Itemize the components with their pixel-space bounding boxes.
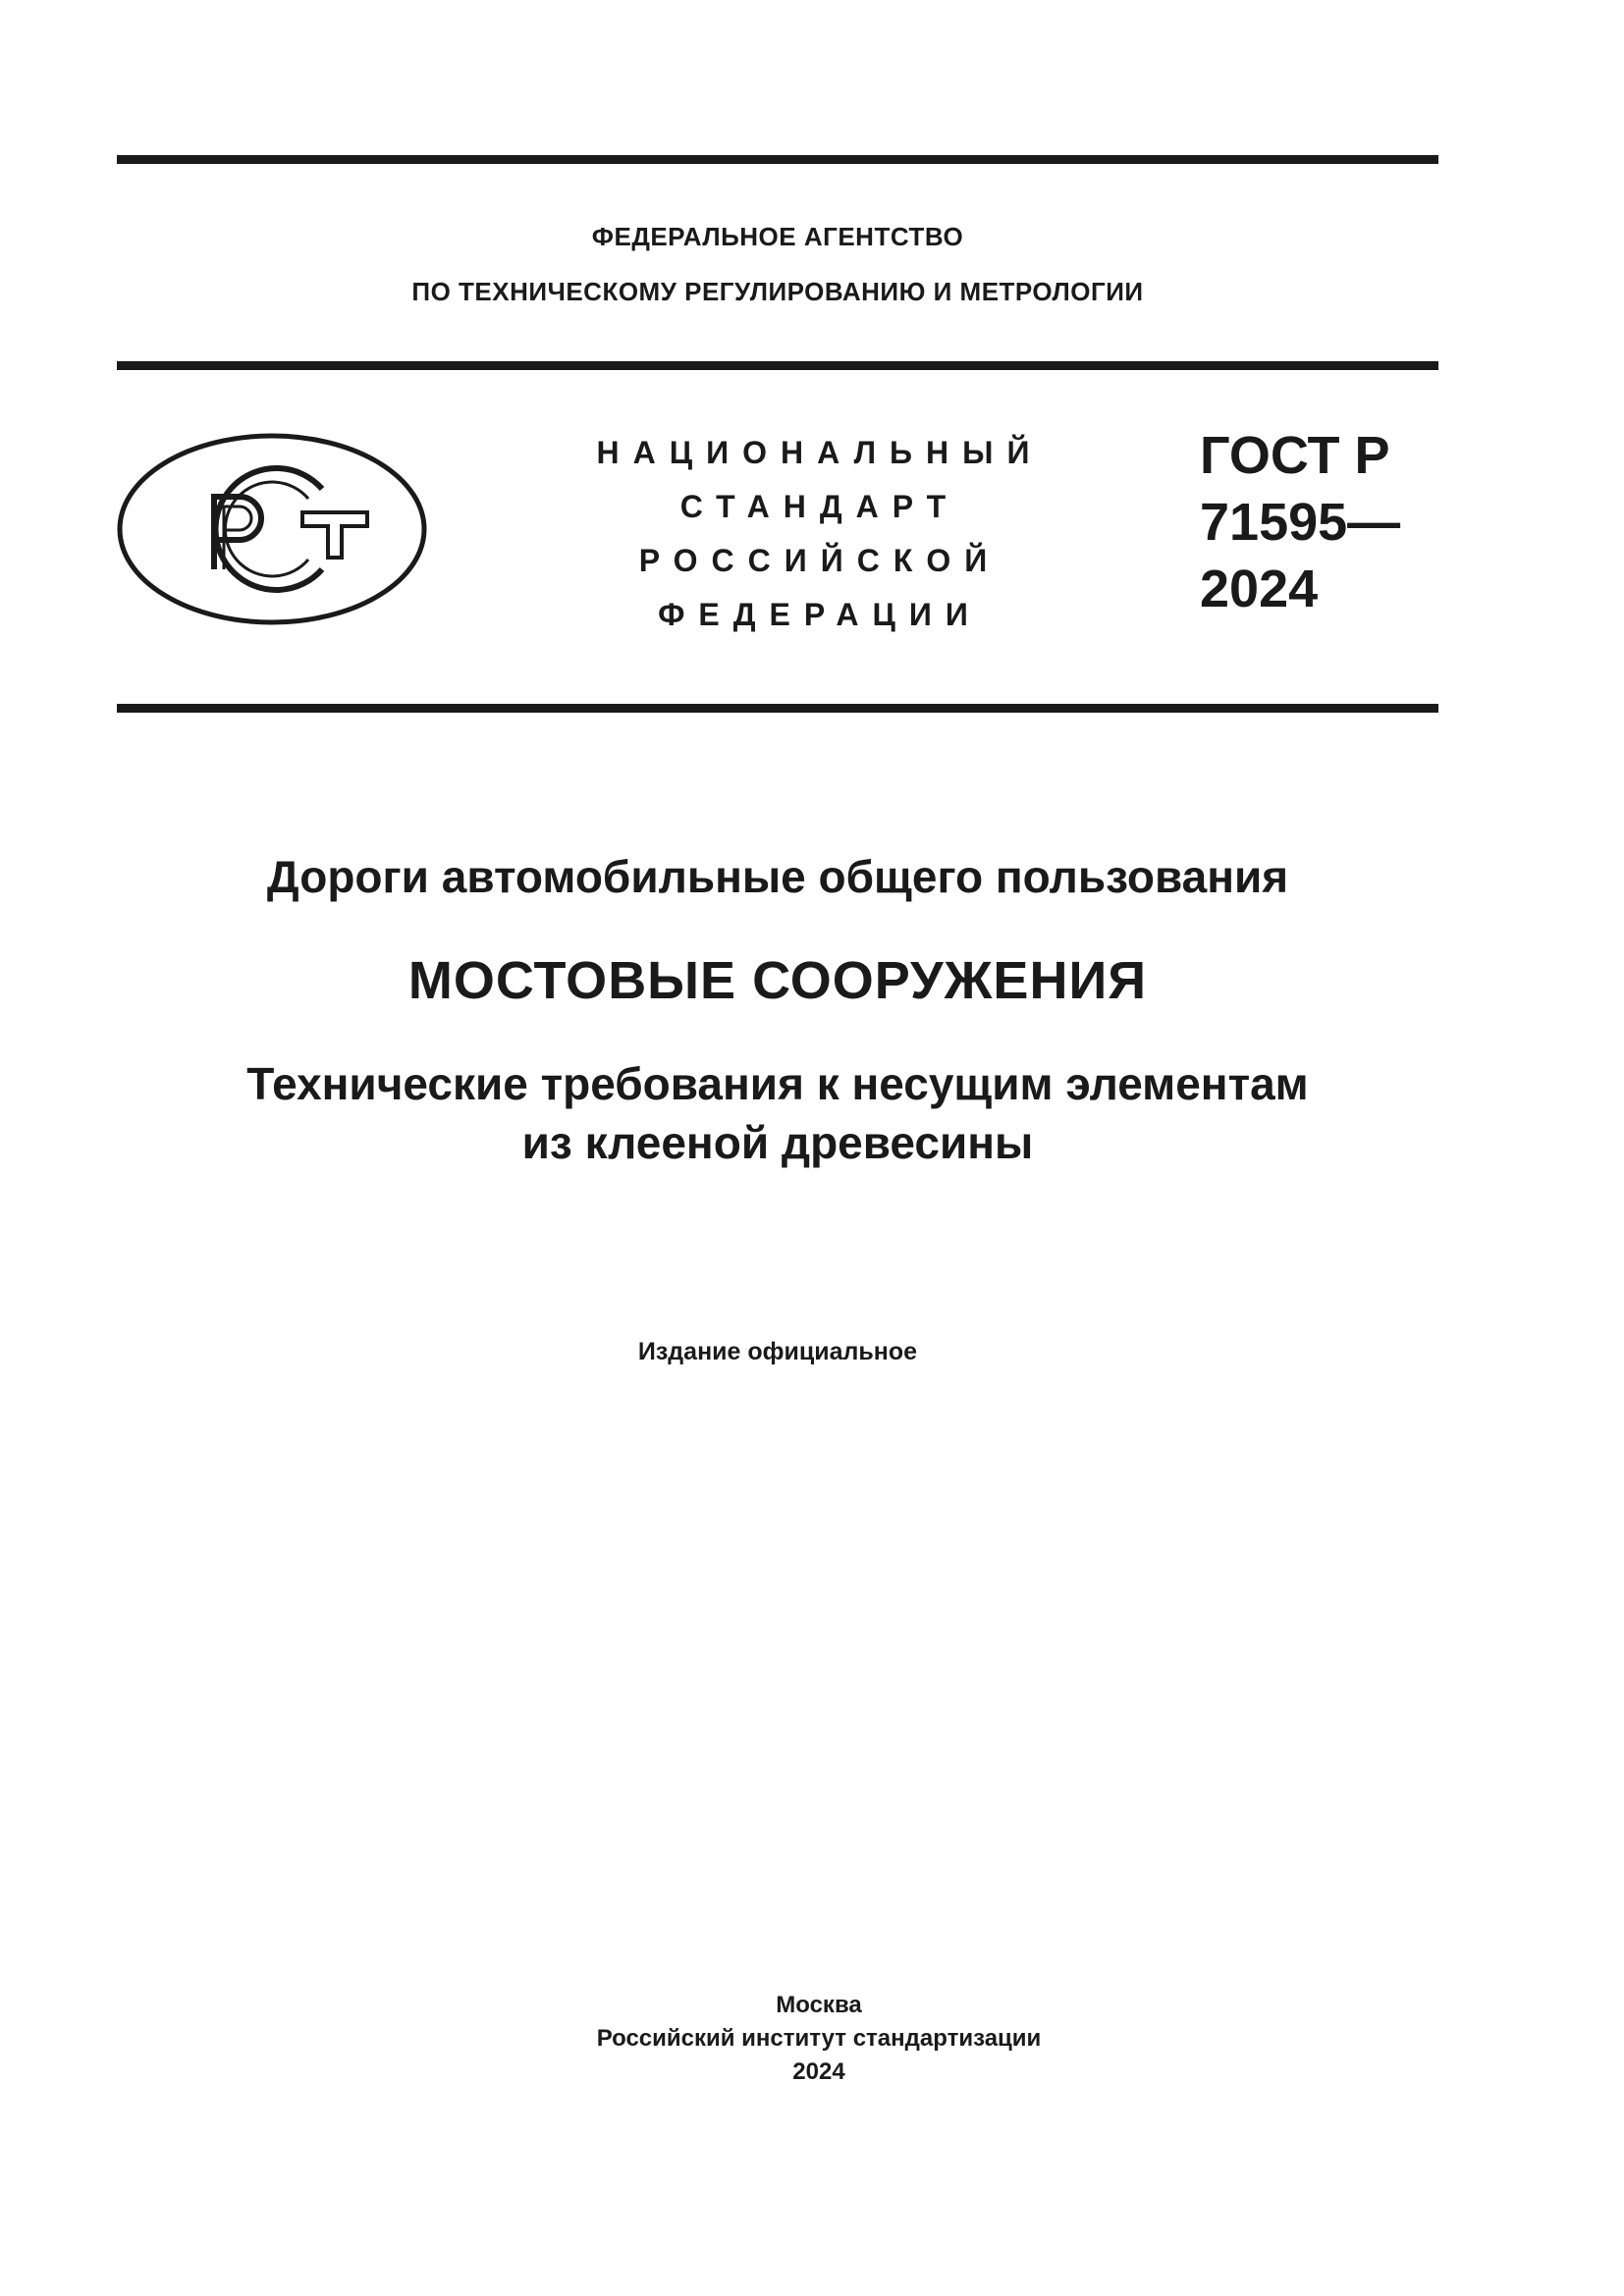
imprint-city: Москва — [776, 1992, 862, 2018]
title-main: МОСТОВЫЕ СООРУЖЕНИЯ — [407, 951, 1148, 1010]
agency-name-line-2: ПО ТЕХНИЧЕСКОМУ РЕГУЛИРОВАНИЮ И МЕТРОЛОГИИ — [411, 277, 1144, 306]
standard-designation — [1200, 422, 1400, 622]
designation-line-2: 71595— — [1200, 493, 1401, 552]
header-bottom-rule — [117, 704, 1438, 713]
title-line-1: Дороги автомобильные общего пользования — [266, 851, 1289, 902]
edition-label: Издание официальное — [637, 1338, 918, 1365]
national-standard-line-2: СТАНДАРТ — [679, 489, 960, 524]
designation-line-3: 2024 — [1200, 560, 1319, 618]
national-standard-label — [589, 426, 1051, 642]
header-rule — [117, 361, 1438, 370]
rst-logo-icon — [116, 432, 428, 626]
national-standard-line-3: РОССИЙСКОЙ — [638, 543, 1001, 578]
title-subtitle — [117, 1054, 1438, 1172]
imprint — [117, 1989, 1521, 2089]
top-rule — [117, 155, 1438, 164]
agency-name-line-1: ФЕДЕРАЛЬНОЕ АГЕНТСТВО — [591, 222, 964, 251]
imprint-year: 2024 — [792, 2058, 845, 2085]
designation-line-1: ГОСТ Р — [1200, 426, 1390, 485]
national-standard-line-4: ФЕДЕРАЦИИ — [658, 597, 982, 632]
title-subtitle-line-1: Технические требования к несущим элементам — [246, 1058, 1309, 1109]
title-subtitle-line-2: из клееной древесины — [521, 1117, 1034, 1168]
national-standard-line-1: НАЦИОНАЛЬНЫЙ — [596, 435, 1044, 470]
imprint-publisher: Российский институт стандартизации — [596, 2025, 1042, 2052]
